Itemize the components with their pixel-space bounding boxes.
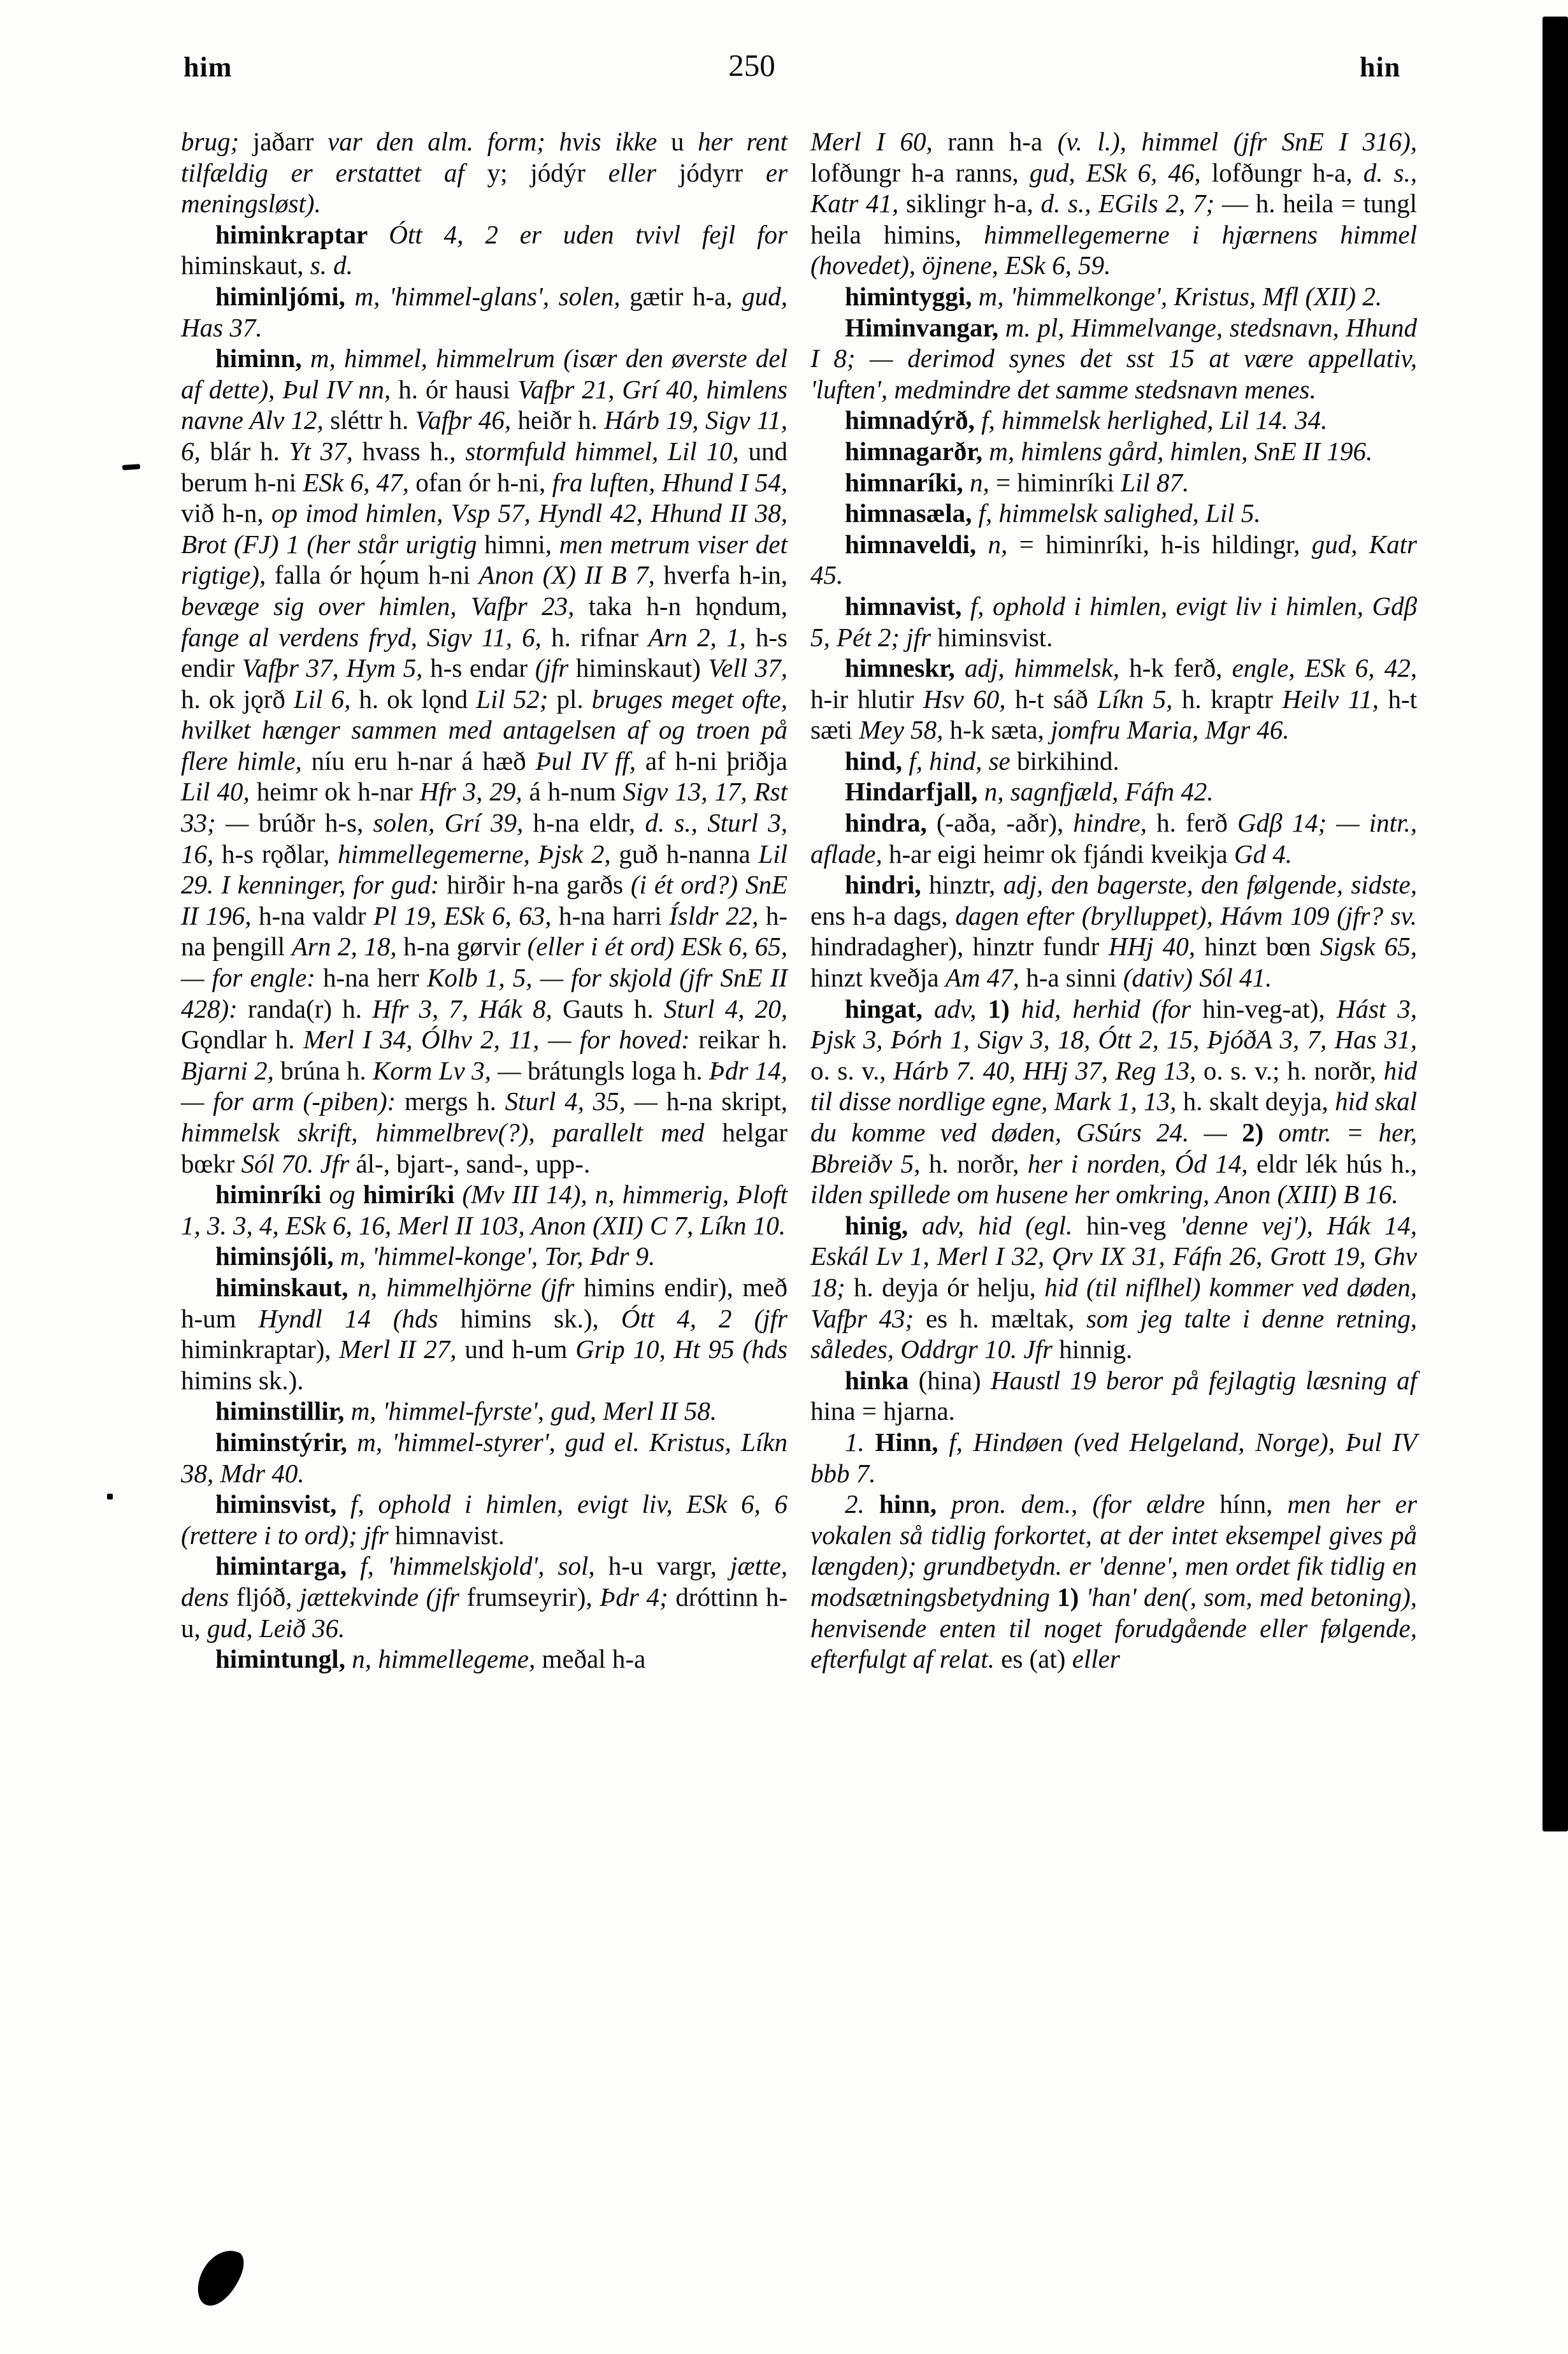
dictionary-entry: himinkraptar Ótt 4, 2 er uden tvivl fejl for himinskaut, s. d.	[181, 219, 788, 280]
dictionary-entry: himinstillir, m, 'himmel-fyrste', gud, Merl II 58.	[215, 1396, 717, 1426]
dictionary-entry: 1. Hinn, f, Hindøen (ved Helgeland, Norge), Þul IV bbb 7.	[810, 1427, 1417, 1488]
dictionary-entry: Hindarfjall, n, sagnfjæld, Fáfn 42.	[845, 777, 1214, 807]
dictionary-entry: himintyggi, m, 'himmelkonge', Kristus, Mfl (XII) 2.	[845, 281, 1383, 311]
entry-continuation: Merl I 60, rann h-a (v. l.), himmel (jfr SnE I 316), lofðungr h-a ranns, gud, ESk 6, 46, lofðungr h-a, d. s., Katr 41, siklingr h-a, d. s., EGils 2, 7; — h. heila = tungl heila himins, himmellegemerne i hjærnens himmel (hovedet), öjnene, ESk 6, 59.	[810, 127, 1418, 280]
scan-artifact-ink-blob	[191, 2242, 249, 2313]
entry-continuation: brug; jaðarr var den alm. form; hvis ikke u her rent tilfældig er erstattet af y; jódýr eller jódyrr er meningsløst).	[181, 127, 788, 219]
dictionary-entry: himnaríki, n, = himinríki Lil 87.	[845, 467, 1190, 497]
scan-artifact-margin-dash	[122, 464, 140, 470]
dictionary-entry: himnaveldi, n, = himinríki, h-is hildingr, gud, Katr 45.	[810, 529, 1417, 590]
dictionary-entry: himneskr, adj, himmelsk, h-k ferð, engle, ESk 6, 42, h-ir hlutir Hsv 60, h-t sáð Líkn 5, h. kraptr Heilv 11, h-t sæti Mey 58, h-k sæta, jomfru Maria, Mgr 46.	[810, 653, 1417, 745]
text-column-right	[810, 126, 1417, 1675]
dictionary-entry: himnasæla, f, himmelsk salighed, Lil 5.	[845, 498, 1261, 528]
dictionary-entry: himnagarðr, m, himlens gård, himlen, SnE II 196.	[845, 436, 1373, 466]
dictionary-entry: himnavist, f, ophold i himlen, evigt liv i himlen, Gdβ 5, Pét 2; jfr himinsvist.	[810, 591, 1417, 652]
dictionary-entry: hindra, (-aða, -aðr), hindre, h. ferð Gdβ 14; — intr., aflade, h-ar eigi heimr ok fjándi kveikja Gd 4.	[810, 808, 1417, 869]
dictionary-entry: himinskaut, n, himmelhjörne (jfr himins endir), með h-um Hyndl 14 (hds himins sk.), Ótt 4, 2 (jfr himinkraptar), Merl II 27, und h-um Grip 10, Ht 95 (hds himins sk.).	[181, 1272, 788, 1395]
dictionary-entry: hindri, hinztr, adj, den bagerste, den følgende, sidste, ens h-a dags, dagen efter (brylluppet), Hávm 109 (jfr? sv. hindradagher), hinztr fundr HHj 40, hinzt bœn Sigsk 65, hinzt kveðja Am 47, h-a sinni (dativ) Sól 41.	[810, 870, 1418, 993]
dictionary-entry: himintarga, f, 'himmelskjold', sol, h-u vargr, jætte, dens fljóð, jættekvinde (jfr frumseyrir), Þdr 4; dróttinn h-u, gud, Leið 36.	[181, 1551, 788, 1643]
dictionary-entry: himintungl, n, himmellegeme, meðal h-a	[215, 1644, 646, 1674]
scan-artifact-right-edge-bar	[1543, 17, 1568, 1831]
dictionary-entry: himinstýrir, m, 'himmel-styrer', gud el. Kristus, Líkn 38, Mdr 40.	[181, 1427, 788, 1488]
text-column-left	[181, 126, 788, 1675]
dictionary-entry: Himinvangar, m. pl, Himmelvange, stedsnavn, Hhund I 8; — derimod synes det sst 15 at være appellativ, 'luften', medmindre det samme stedsnavn menes.	[810, 312, 1417, 404]
dictionary-entry: himinsvist, f, ophold i himlen, evigt liv, ESk 6, 6 (rettere i to ord); jfr himnavist.	[181, 1489, 788, 1550]
dictionary-entry: himinsjóli, m, 'himmel-konge', Tor, Þdr 9.	[215, 1241, 656, 1271]
dictionary-entry: himnadýrð, f, himmelsk herlighed, Lil 14. 34.	[845, 405, 1328, 435]
catchword-right: hin	[1360, 52, 1401, 83]
dictionary-entry: himinríki og himiríki (Mv III 14), n, himmerig, Þloft 1, 3. 3, 4, ESk 6, 16, Merl II 103, Anon (XII) C 7, Líkn 10.	[181, 1180, 788, 1240]
page-number: 250	[728, 48, 775, 83]
dictionary-entry: himinn, m, himmel, himmelrum (især den øverste del af dette), Þul IV nn, h. ór hausi Vafþr 21, Grí 40, himlens navne Alv 12, sléttr h. Vafþr 46, heiðr h. Hárb 19, Sigv 11, 6, blár h. Yt 37, hvass h., stormfuld himmel, Lil 10, und berum h-ni ESk 6, 47, ofan ór h-ni, fra luften, Hhund I 54, við h-n, op imod himlen, Vsp 57, Hyndl 42, Hhund II 38, Brot (FJ) 1 (her står urigtig himni, men metrum viser det rigtige), falla ór hǫ́um h-ni Anon (X) II B 7, hverfa h-in, bevæge sig over himlen, Vafþr 23, taka h-n hǫndum, fange al verdens fryd, Sigv 11, 6, h. rifnar Arn 2, 1, h-s endir Vafþr 37, Hym 5, h-s endar (jfr himinskaut) Vell 37, h. ok jǫrð Lil 6, h. ok lǫnd Lil 52; pl. bruges meget ofte, hvilket hænger sammen med antagelsen af og troen på flere himle, níu eru h-nar á hæð Þul IV ff, af h-ni þriðja Lil 40, heimr ok h-nar Hfr 3, 29, á h-num Sigv 13, 17, Rst 33; — brúðr h-s, solen, Grí 39, h-na eldr, d. s., Sturl 3, 16, h-s rǫðlar, himmellegemerne, Þjsk 2, guð h-nanna Lil 29. I kenninger, for gud: hirðir h-na garðs (i ét ord?) SnE II 196, h-na valdr Pl 19, ESk 6, 63, h-na harri Ísldr 22, h-na þengill Arn 2, 18, h-na gørvir (eller i ét ord) ESk 6, 65, — for engle: h-na herr Kolb 1, 5, — for skjold (jfr SnE II 428): randa(r) h. Hfr 3, 7, Hák 8, Gauts h. Sturl 4, 20, Gǫndlar h. Merl I 34, Ólhv 2, 11, — for hoved: reikar h. Bjarni 2, brúna h. Korm Lv 3, — brátungls loga h. Þdr 14, — for arm (-piben): mergs h. Sturl 4, 35, — h-na skript, himmelsk skrift, himmelbrev(?), parallelt med helgar bœkr Sól 70. Jfr ál-, bjart-, sand-, upp-.	[181, 343, 788, 1178]
scan-artifact-margin-dot	[107, 1494, 113, 1499]
dictionary-entry: himinljómi, m, 'himmel-glans', solen, gætir h-a, gud, Has 37.	[181, 281, 788, 342]
dictionary-entry: hinka (hina) Haustl 19 beror på fejlagtig læsning af hina = hjarna.	[810, 1365, 1417, 1426]
catchword-left: him	[183, 52, 233, 83]
dictionary-entry: 2. hinn, pron. dem., (for ældre hínn, men her er vokalen så tidlig forkortet, at der intet eksempel gives på længden); grundbetydn. er 'denne', men ordet fik tidlig en modsætningsbetydning 1) 'han' den(, som, med betoning), henvisende enten til noget forudgående eller følgende, efterfulgt af relat. es (at) eller	[810, 1489, 1417, 1674]
dictionary-entry: hingat, adv, 1) hid, herhid (for hin-veg-at), Hást 3, Þjsk 3, Þórh 1, Sigv 3, 18, Ótt 2, 15, ÞjóðA 3, 7, Has 31, o. s. v., Hárb 7. 40, HHj 37, Reg 13, o. s. v.; h. norðr, hid til disse nordlige egne, Mark 1, 13, h. skalt deyja, hid skal du komme ved døden, GSúrs 24. — 2) omtr. = her, Bbreiðv 5, h. norðr, her i norden, Ód 14, eldr lék hús h., ilden spillede om husene her omkring, Anon (XIII) B 16.	[810, 993, 1418, 1209]
dictionary-entry: hind, f, hind, se birkihind.	[845, 746, 1119, 776]
dictionary-entry: hinig, adv, hid (egl. hin-veg 'denne vej'), Hák 14, Eskál Lv 1, Merl I 32, Ǫrv IX 31, Fáfn 26, Grott 19, Ghv 18; h. deyja ór helju, hid (til niflhel) kommer ved døden, Vafþr 43; es h. mæltak, som jeg talte i denne retning, således, Oddrgr 10. Jfr hinnig.	[810, 1210, 1418, 1364]
